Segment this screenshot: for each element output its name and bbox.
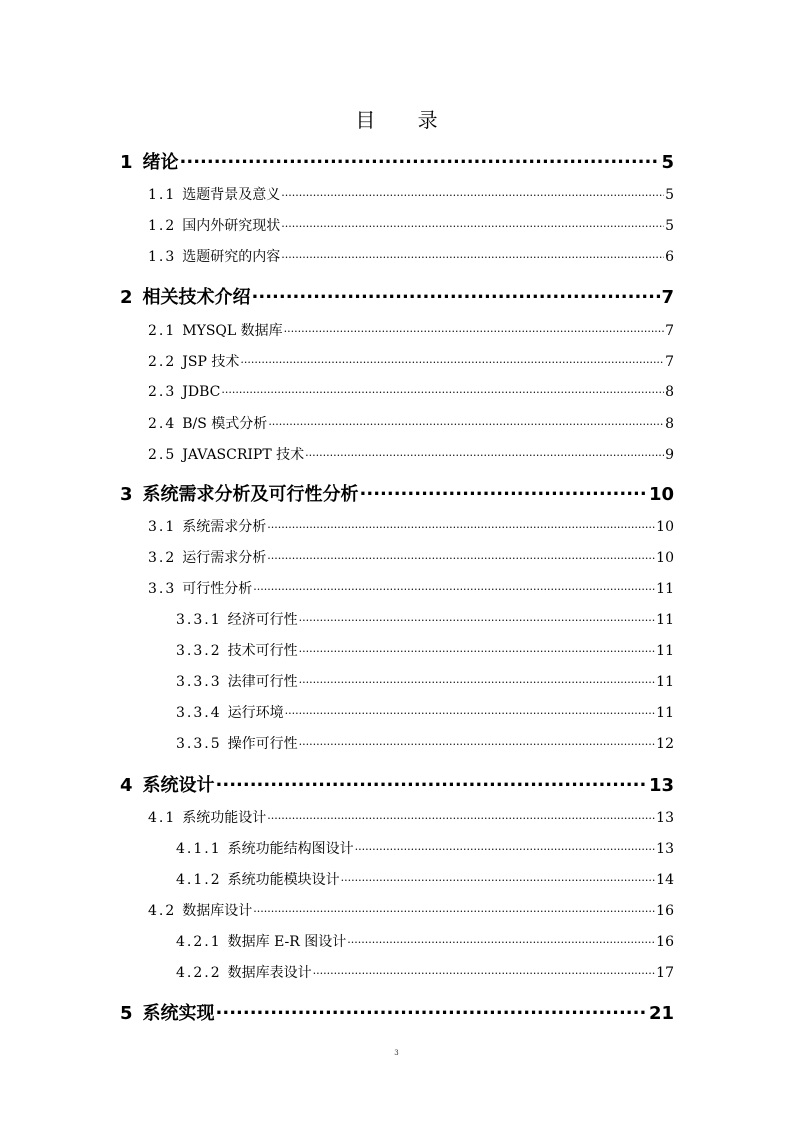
toc-entry[interactable] xyxy=(120,999,674,1025)
toc-leader-dots xyxy=(284,321,664,335)
toc-entry-page: 11 xyxy=(656,581,674,597)
toc-entry[interactable] xyxy=(120,148,674,174)
toc-entry[interactable] xyxy=(176,609,674,629)
toc-entry-page: 11 xyxy=(656,643,674,659)
toc-entry-title: JAVASCRIPT 技术 xyxy=(182,447,305,463)
toc-leader-dots xyxy=(313,963,656,977)
toc-entry-title: 系统需求分析及可行性分析 xyxy=(142,484,359,505)
toc-entry-number: 3 xyxy=(120,484,133,505)
toc-entry[interactable] xyxy=(176,931,674,951)
toc-entry-page: 13 xyxy=(648,775,674,796)
toc-entry-page: 6 xyxy=(665,249,674,265)
toc-entry-title: B/S 模式分析 xyxy=(182,416,268,432)
toc-entry-page: 17 xyxy=(656,965,674,981)
toc-entry-title: 相关技术介绍 xyxy=(142,287,251,308)
toc-entry-title: 国内外研究现状 xyxy=(182,218,281,234)
toc-entry-page: 10 xyxy=(656,550,674,566)
toc-entry[interactable] xyxy=(148,807,674,827)
toc-entry-number: 2.5 xyxy=(148,447,177,463)
toc-entry[interactable] xyxy=(176,962,674,982)
toc-entry-number: 3.3.4 xyxy=(176,705,222,721)
toc-entry-number: 2.2 xyxy=(148,354,177,370)
toc-leader-dots xyxy=(240,352,664,366)
toc-entry-page: 11 xyxy=(656,612,674,628)
toc-entry[interactable] xyxy=(148,320,674,340)
toc-entry[interactable] xyxy=(148,547,674,567)
toc-entry-title: 数据库表设计 xyxy=(227,965,312,981)
toc-leader-dots xyxy=(252,285,661,303)
toc-entry[interactable] xyxy=(148,516,674,536)
toc-entry-page: 21 xyxy=(648,1003,674,1024)
toc-leader-dots xyxy=(299,610,656,624)
toc-entry[interactable] xyxy=(148,215,674,235)
toc-entry-number: 4.2.1 xyxy=(176,934,222,950)
toc-entry[interactable] xyxy=(176,733,674,753)
toc-entry-title: 系统实现 xyxy=(142,1003,215,1024)
page-number: 3 xyxy=(394,1049,399,1057)
toc-entry[interactable] xyxy=(148,900,674,920)
toc-entry-page: 16 xyxy=(656,934,674,950)
toc-entry-page: 8 xyxy=(665,416,674,432)
toc-entry-title: 系统功能结构图设计 xyxy=(227,841,354,857)
toc-entry-title: 数据库设计 xyxy=(182,903,253,919)
toc-entry-number: 4.1 xyxy=(148,810,177,826)
toc-entry[interactable] xyxy=(120,480,674,506)
toc-entry-number: 2.4 xyxy=(148,416,177,432)
toc-entry-number: 3.3 xyxy=(148,581,177,597)
toc-entry[interactable] xyxy=(148,351,674,371)
toc-leader-dots xyxy=(299,672,656,686)
toc-entry-title: MYSQL 数据库 xyxy=(182,323,283,339)
toc-entry-number: 4.2 xyxy=(148,903,177,919)
toc-leader-dots xyxy=(180,150,661,168)
toc-entry[interactable] xyxy=(176,869,674,889)
toc-entry[interactable] xyxy=(148,246,674,266)
toc-leader-dots xyxy=(341,870,656,884)
toc-leader-dots xyxy=(221,382,664,396)
toc-entry-number: 1.3 xyxy=(148,249,177,265)
toc-leader-dots xyxy=(299,734,656,748)
toc-entry-number: 4.1.1 xyxy=(176,841,222,857)
toc-entry-page: 5 xyxy=(665,187,674,203)
toc-leader-dots xyxy=(360,482,648,500)
toc-entry-title: 系统设计 xyxy=(142,775,215,796)
toc-entry-title: 系统需求分析 xyxy=(182,519,267,535)
toc-entry-title: 经济可行性 xyxy=(227,612,298,628)
toc-leader-dots xyxy=(347,932,655,946)
toc-entry-number: 4.2.2 xyxy=(176,965,222,981)
toc-leader-dots xyxy=(285,703,656,717)
toc-entry-page: 13 xyxy=(656,810,674,826)
toc-entry-title: 选题背景及意义 xyxy=(182,187,281,203)
toc-entry-page: 9 xyxy=(665,447,674,463)
toc-entry-title: 系统功能设计 xyxy=(182,810,267,826)
toc-entry-title: 运行环境 xyxy=(227,705,284,721)
toc-entry-number: 1 xyxy=(120,152,133,173)
toc-entry-title: JDBC xyxy=(182,384,221,400)
toc-entry[interactable] xyxy=(148,444,674,464)
toc-entry-number: 2.1 xyxy=(148,323,177,339)
toc-entry[interactable] xyxy=(176,671,674,691)
toc-entry-page: 7 xyxy=(665,354,674,370)
toc-entry-title: 法律可行性 xyxy=(227,674,298,690)
toc-entry-title: 系统功能模块设计 xyxy=(227,872,340,888)
toc-entry[interactable] xyxy=(148,413,674,433)
toc-leader-dots xyxy=(267,517,655,531)
toc-entry-number: 3.2 xyxy=(148,550,177,566)
toc-entry[interactable] xyxy=(148,184,674,204)
toc-entry-page: 10 xyxy=(648,484,674,505)
toc-entry-title: 可行性分析 xyxy=(182,581,253,597)
toc-entry-number: 4 xyxy=(120,775,133,796)
toc-entry-title: 绪论 xyxy=(142,152,179,173)
toc-entry-number: 3.3.5 xyxy=(176,736,222,752)
toc-entry[interactable] xyxy=(148,578,674,598)
toc-leader-dots xyxy=(355,839,656,853)
toc-leader-dots xyxy=(267,548,655,562)
toc-entry[interactable] xyxy=(120,771,674,797)
toc-entry-page: 11 xyxy=(656,674,674,690)
toc-entry[interactable] xyxy=(176,640,674,660)
toc-entry-number: 1.2 xyxy=(148,218,177,234)
toc-entry-number: 2 xyxy=(120,287,133,308)
toc-leader-dots xyxy=(299,641,656,655)
toc-entry-page: 5 xyxy=(661,152,674,173)
toc-entry-page: 10 xyxy=(656,519,674,535)
toc-leader-dots xyxy=(281,216,664,230)
toc-entry-number: 3.3.2 xyxy=(176,643,222,659)
toc-entry-number: 5 xyxy=(120,1003,133,1024)
toc-entry[interactable] xyxy=(176,838,674,858)
toc-leader-dots xyxy=(281,247,664,261)
toc-entry-number: 2.3 xyxy=(148,384,177,400)
toc-entry[interactable] xyxy=(120,283,674,309)
toc-entry-page: 5 xyxy=(665,218,674,234)
toc-entry-number: 3.3.1 xyxy=(176,612,222,628)
toc-entry-number: 4.1.2 xyxy=(176,872,222,888)
toc-entry-title: 选题研究的内容 xyxy=(182,249,281,265)
toc-entry[interactable] xyxy=(148,382,674,400)
toc-entry-title: 运行需求分析 xyxy=(182,550,267,566)
toc-leader-dots xyxy=(216,773,648,791)
toc-entry-page: 11 xyxy=(656,705,674,721)
toc-leader-dots xyxy=(216,1001,648,1019)
toc-entry-page: 16 xyxy=(656,903,674,919)
toc-entry-number: 3.3.3 xyxy=(176,674,222,690)
toc-entry-page: 12 xyxy=(656,736,674,752)
toc-entry-page: 13 xyxy=(656,841,674,857)
toc-entry-page: 8 xyxy=(665,384,674,400)
toc-entry-number: 3.1 xyxy=(148,519,177,535)
toc-entry-title: 技术可行性 xyxy=(227,643,298,659)
toc-entry-title: 数据库 E-R 图设计 xyxy=(227,934,347,950)
toc-leader-dots xyxy=(253,579,655,593)
toc-leader-dots xyxy=(305,445,664,459)
toc-entry-page: 7 xyxy=(665,323,674,339)
page-title: 目 录 xyxy=(355,108,456,132)
toc-entry-page: 14 xyxy=(656,872,674,888)
toc-entry[interactable] xyxy=(176,702,674,722)
toc-entry-page: 7 xyxy=(661,287,674,308)
toc-entry-title: JSP 技术 xyxy=(182,354,240,370)
toc-entry-number: 1.1 xyxy=(148,187,177,203)
toc-leader-dots xyxy=(281,185,664,199)
toc-leader-dots xyxy=(267,808,655,822)
toc-leader-dots xyxy=(268,414,664,428)
toc-entry-title: 操作可行性 xyxy=(227,736,298,752)
toc-leader-dots xyxy=(253,901,655,915)
